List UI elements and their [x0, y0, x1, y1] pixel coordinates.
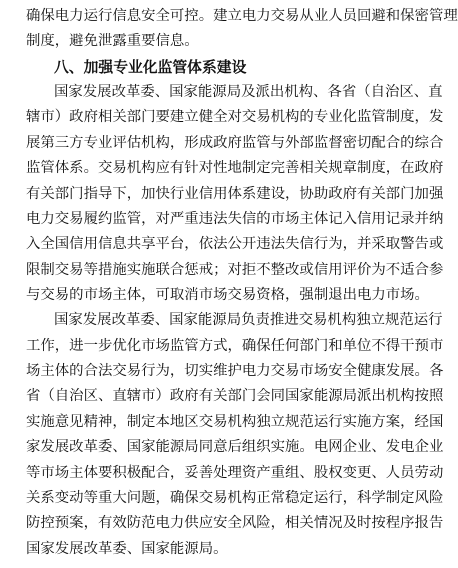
paragraph1-line-6: 电力交易履约监管，对严重违法失信的市场主体记入信用记录并纳 — [26, 210, 444, 227]
intro-line-2: 制度，避免泄露重要信息。 — [26, 33, 199, 50]
paragraph2-line-7: 等市场主体要积极配合，妥善处理资产重组、股权变更、人员劳动 — [26, 464, 444, 481]
paragraph1-line-8: 限制交易等措施实施联合惩戒；对拒不整改或信用评价为不适合参 — [26, 261, 444, 278]
intro-line-1: 确保电力运行信息安全可控。建立电力交易从业人员回避和保密管理 — [26, 8, 458, 24]
paragraph1-line-1: 国家发展改革委、国家能源局及派出机构、各省（自治区、直 — [54, 84, 443, 101]
paragraph2-line-2: 工作，进一步优化市场监管方式，确保任何部门和单位不得干预市 — [26, 337, 444, 354]
paragraph2-line-6: 家发展改革委、国家能源局同意后组织实施。电网企业、发电企业 — [26, 439, 444, 456]
paragraph2-line-4: 省（自治区、直辖市）政府有关部门会同国家能源局派出机构按照 — [26, 388, 444, 405]
paragraph2-line-5: 实施意见精神，制定本地区交易机构独立规范运行实施方案，经国 — [26, 413, 444, 430]
section-heading: 八、加强专业化监管体系建设 — [54, 58, 247, 76]
paragraph2-line-3: 场主体的合法交易行为，切实维护电力交易市场安全健康发展。各 — [26, 363, 444, 380]
paragraph1-line-5: 有关部门指导下，加快行业信用体系建设，协助政府有关部门加强 — [26, 185, 444, 202]
paragraph2-line-10: 国家发展改革委、国家能源局。 — [26, 540, 228, 557]
paragraph2-line-8: 关系变动等重大问题，确保交易机构正常稳定运行，科学制定风险 — [26, 489, 444, 506]
paragraph1-line-2: 辖市）政府相关部门要建立健全对交易机构的专业化监管制度，发 — [26, 109, 444, 126]
paragraph2-line-1: 国家发展改革委、国家能源局负责推进交易机构独立规范运行 — [54, 312, 443, 329]
paragraph1-line-9: 与交易的市场主体，可取消市场交易资格，强制退出电力市场。 — [26, 287, 429, 303]
paragraph1-line-7: 入全国信用信息共享平台，依法公开违法失信行为，并采取警告或 — [26, 236, 444, 253]
paragraph1-line-4: 监管体系。交易机构应有针对性地制定完善相关规章制度，在政府 — [26, 160, 444, 177]
paragraph2-line-9: 防控预案，有效防范电力供应安全风险，相关情况及时按程序报告 — [26, 515, 444, 532]
paragraph1-line-3: 展第三方专业评估机构，形成政府监管与外部监督密切配合的综合 — [26, 134, 444, 151]
